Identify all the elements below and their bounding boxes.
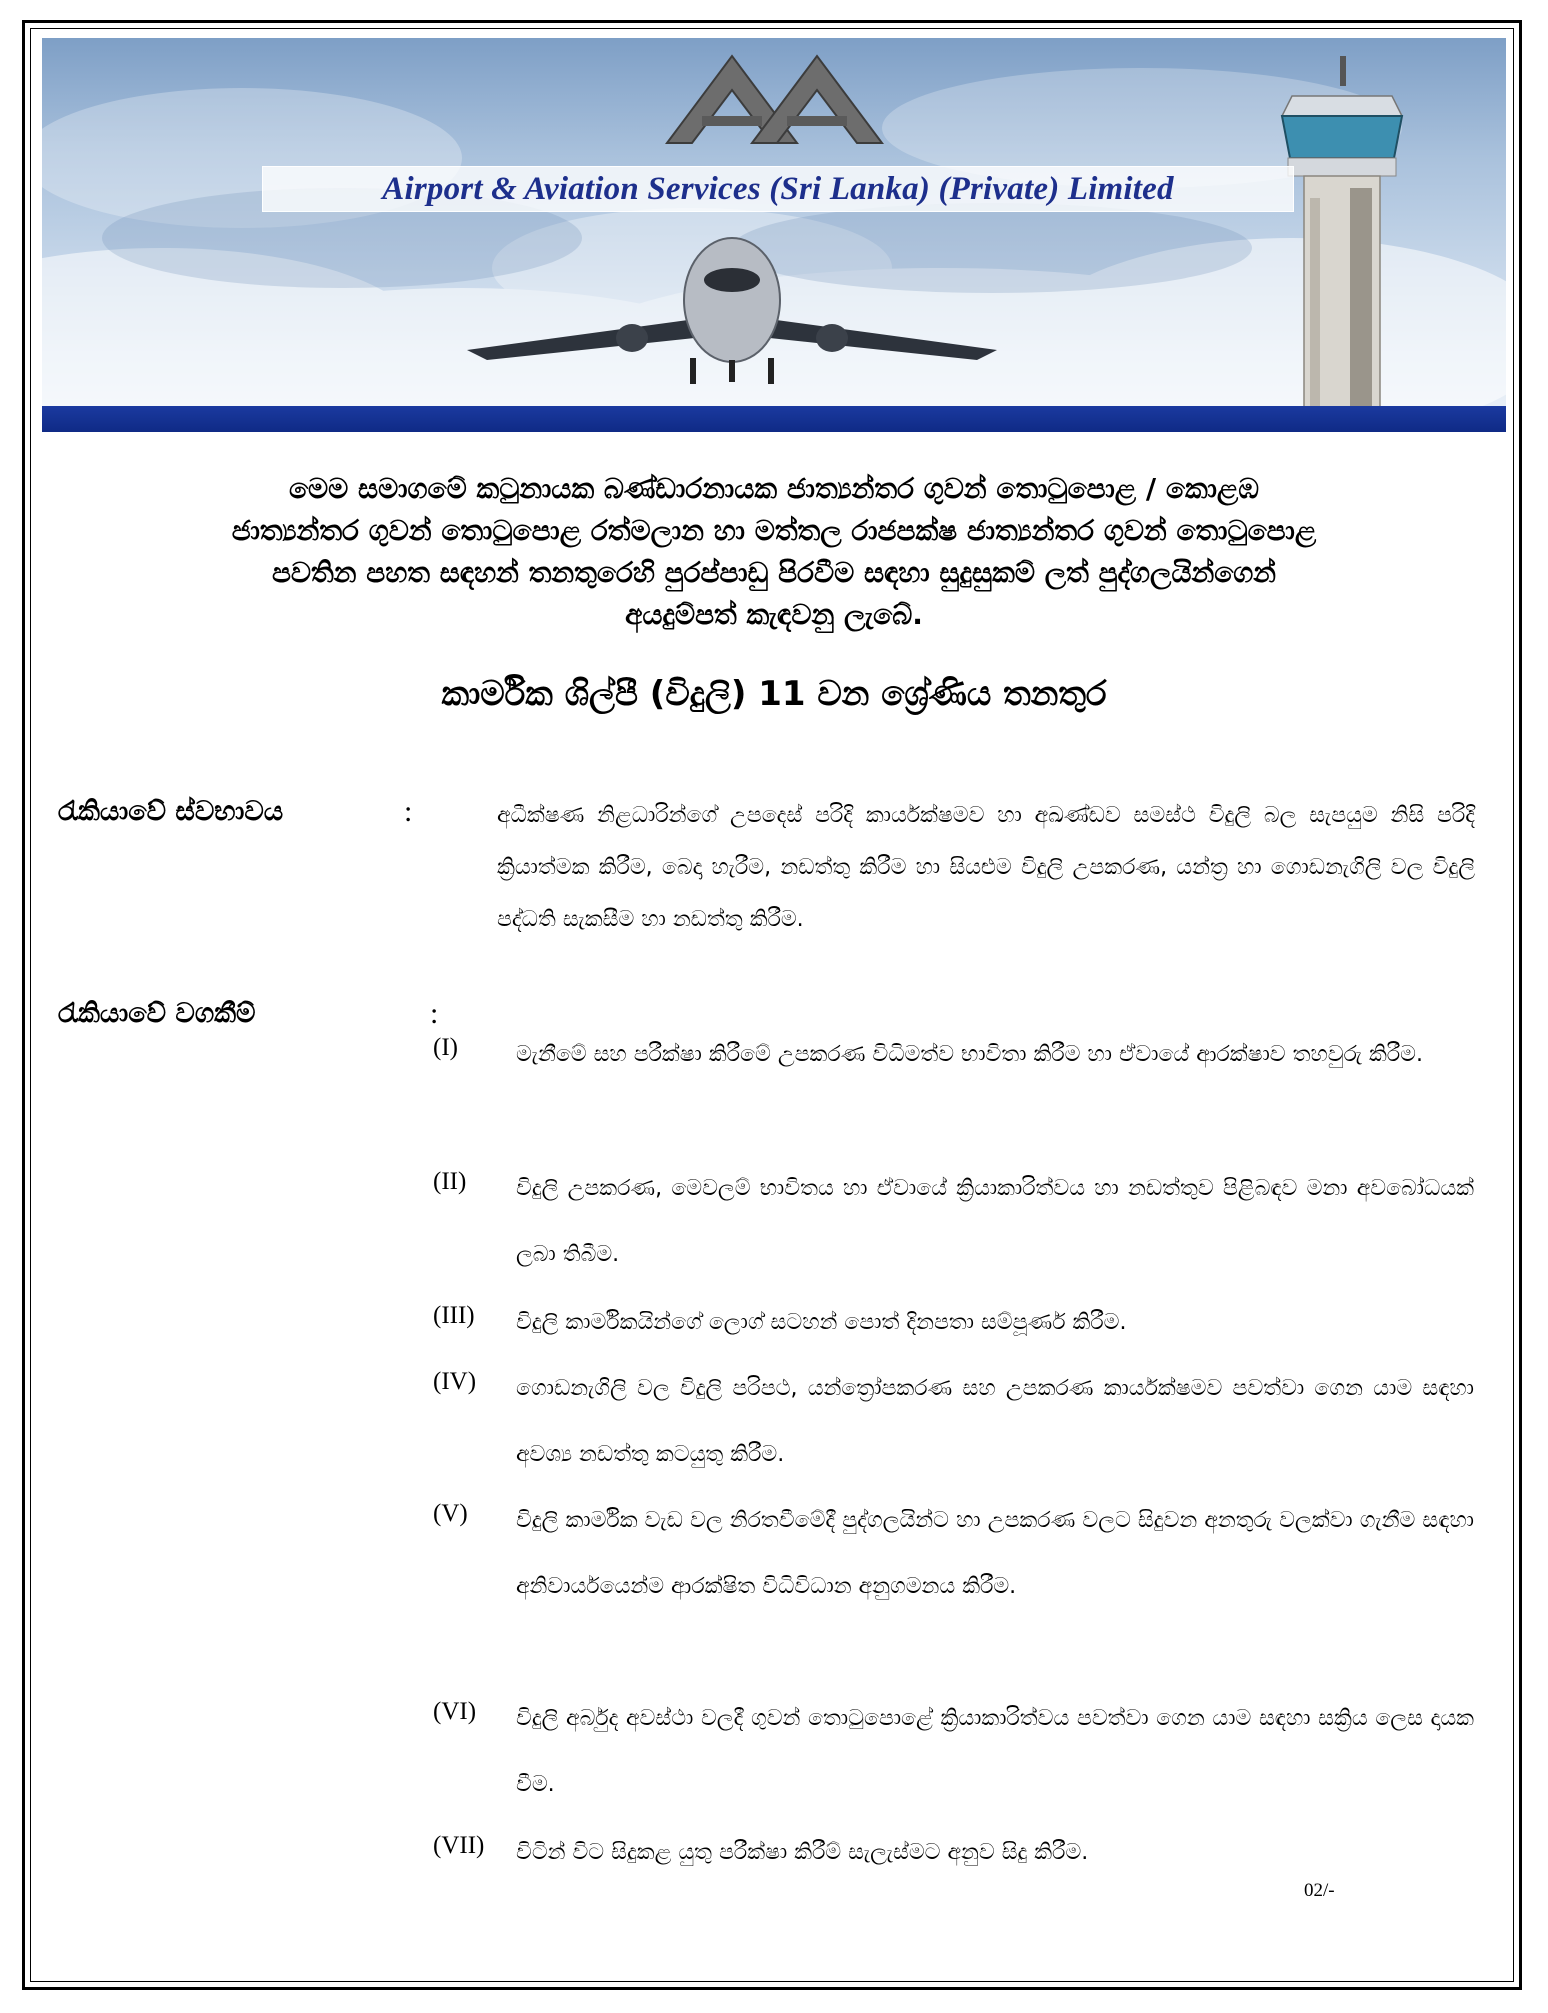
- page-number: 02/-: [1304, 1880, 1335, 1901]
- duty-number: (V): [433, 1500, 468, 1527]
- duty-text: විදුලි කාර්මික වැඩ වල නිරතවීමේදී පුද්ගලයින්ට හා උපකරණ වලට සිදුවන අනතුරු වලක්වා ගැනීම සඳහා අනිවාර්යයෙන්ම ආරක්ෂිත විධිවිධාන අනුගමනය කිරීම.: [516, 1508, 1474, 1599]
- duty-number: (III): [433, 1302, 475, 1329]
- job-duties-label: රැකියාවේ වගකීම්: [58, 998, 256, 1029]
- duty-number: (VI): [433, 1698, 477, 1725]
- duty-number: (VII): [433, 1832, 485, 1859]
- intro-paragraph: [70, 468, 1478, 636]
- job-nature-colon: :: [404, 795, 413, 828]
- duty-text: විදුලි කාර්මිකයින්ගේ ලොග් සටහන් පොත් දිනපතා සම්පූර්ණ කිරීම.: [516, 1310, 1127, 1335]
- intro-line: ජාත්‍යන්තර ගුවන් තොටුපොළ රත්මලාන හා මත්තල රාජපක්ෂ ජාත්‍යන්තර ගුවන් තොටුපොළ: [231, 514, 1317, 547]
- job-nature-label: රැකියාවේ ස්වභාවය: [58, 796, 284, 827]
- header-banner: [42, 38, 1506, 432]
- intro-line: අයදුම්පත් කැඳවනු ලැබේ.: [625, 598, 923, 631]
- aa-logo: [667, 56, 882, 143]
- job-duties-colon: :: [430, 997, 439, 1030]
- intro-line: මෙම සමාගමේ කටුනායක බණ්ඩාරනායක ජාත්‍යන්තර ගුවන් තොටුපොළ / කොළඹ: [288, 472, 1260, 505]
- duty-number: (II): [433, 1168, 467, 1195]
- duty-number: (I): [433, 1034, 458, 1061]
- post-title: කාර්මික ශිල්පී (විදුලි) 11 වන ශ්‍රේණිය තනතුර: [441, 674, 1107, 714]
- duty-text: මැනීමේ සහ පරීක්ෂා කිරීමේ උපකරණ විධිමත්ව භාවිතා කිරීම හා ඒවායේ ආරක්ෂාව තහවුරු කිරීම.: [516, 1042, 1423, 1067]
- company-name: Airport & Aviation Services (Sri Lanka) (Private) Limited: [382, 171, 1174, 207]
- company-name-box: [262, 166, 1294, 212]
- intro-line: පවතින පහත සඳහන් තනතුරෙහි පුරප්පාඩු පිරවීම සඳහා සුදුසුකම් ලත් පුද්ගලයින්ගෙන්: [271, 556, 1277, 589]
- duty-text: විදුලි අර්බුද අවස්ථා වලදී ගුවන් තොටුපොළේ ක්‍රියාකාරිත්වය පවත්වා ගෙන යාම සඳහා සක්‍රිය ලෙස දායක වීම.: [516, 1706, 1474, 1797]
- banner-illustration: [42, 38, 1506, 432]
- duty-number: (IV): [433, 1368, 477, 1395]
- duty-text: විදුලි උපකරණ, මෙවලම් භාවිතය හා ඒවායේ ක්‍රියාකාරිත්වය හා නඩත්තුව පිළිබඳව මනා අවබෝධයක් ලබා තිබීම.: [516, 1176, 1474, 1267]
- job-nature-text: අධීක්ෂණ නිළධාරින්ගේ උපදෙස් පරිදි කාර්යක්ෂමව හා අඛණ්ඩව සමස්ථ විදුලි බල සැපයුම නිසි පරිදි ක්‍රියාත්මක කිරීම, බෙදා හැරීම, නඩත්තු කිරීම හා සියළුම විදුලි උපකරණ, යන්ත්‍ර හා ගොඩනැගිලි වල විදුලි පද්ධති සැකසීම හා නඩත්තු කිරීම.: [497, 803, 1475, 932]
- duty-text: ගොඩනැගිලි වල විදුලි පරිපථ, යන්ත්‍රෝපකරණ සහ උපකරණ කාර්යක්ෂමව පවත්වා ගෙන යාම සඳහා අවශ්‍ය නඩත්තු කටයුතු කිරීම.: [516, 1376, 1474, 1467]
- banner-blue-bar: [42, 406, 1506, 432]
- duty-text: විටින් විට සිදුකළ යුතු පරීක්ෂා කිරීම් සැලැස්මට අනුව සිදු කිරීම.: [516, 1840, 1089, 1865]
